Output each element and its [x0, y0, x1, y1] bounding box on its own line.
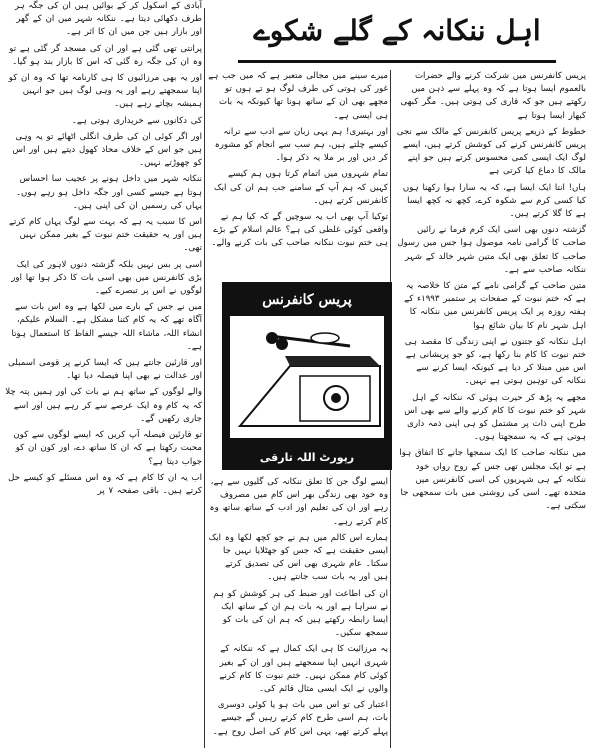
paragraph: اور بہتیری! ہم یہی زبان سے ادب سے ترانہ کیسے چلتے ہیں، ہم سب سے انجام کو مشورہ کر دیں اور بر ملا یہ ذکر ہوا۔ — [214, 126, 388, 164]
paragraph: اور اگر کوئی ان کی طرف انگلی اٹھائے تو یہ وہی ہیں جو اس کے خلاف محاذ کھول دیتے ہیں اور اس کو چھوڑتے نہیں۔ — [12, 131, 202, 169]
paragraph: آبادی کے اسکول کر کے بوائیں ہیں ان کی جگہ ہر طرف دکھائی دیتا ہے۔ ننکانہ شہر میں ان کے گھر اور بازار ہیں جن میں ان کا اثر ہے۔ — [14, 1, 202, 38]
paragraph: یہ مرزائیت کا ہی ایک کمال ہے کہ ننکانہ کے شہری انہیں اپنا سمجھتے ہیں اور ان کے بغیر کوئی کام ممکن نہیں۔ ختم نبوت کا کام کرنے والوں نے ایک ایسی مثال قائم کی۔ — [219, 644, 388, 695]
paragraph: مجھے یہ پڑھ کر حیرت ہوئی کہ ننکانہ کے اہل شہر کو ختم نبوت کا کام کرنے والے سے بھی اس طرح اپنی ذات پر مشتمل کو ہی اپنی ذمہ داری ہوتی ہے کہ یہ سمجھتا ہوں۔ — [404, 392, 586, 443]
cartoon-caption: رپورٹ اللہ تارقی — [259, 451, 355, 464]
paragraph: پریس کانفرنس میں شرکت کرنے والے حضرات بالعموم ایسا ہوتا ہے کہ وہ پہلے سے ذہن میں رکھتے ہیں جو کہ قاری کی ہوتی ہیں۔ مگر کبھی کبھار ایسا ہوتا ہے — [400, 71, 586, 121]
cartoon-title: پریس کانفرنس — [262, 292, 352, 308]
paragraph: اسی پر بس نہیں بلکہ گزشتہ دنوں لاہور کی ایک بڑی کانفرنس میں بھی اسی بات کا ذکر ہوا تھا اور لوگوں نے اس پر تبصرے کیے۔ — [11, 259, 202, 297]
paragraph: کی دکانوں سے خریداری ہوتی ہے۔ — [71, 115, 202, 126]
paragraph: ہاں! انتا ایک ایسا ہے، کہ یہ سارا ہوا رکھنا ہوں کیا کسی کرم سے شکوہ کرے، کچھ نہ کچھ ایسا ہے کا گلا کرتے ہیں۔ — [402, 182, 586, 220]
paragraph: خطوط کے ذریعے پریس کانفرنس کے مالک سے نجی پریس کانفرنس کرنے کی کوشش کرتے ہیں، ایسے لوگ ایک ایسی کمی محسوس کرتے ہیں جو اپنے مالک کا دماغ کیا کرتی ہے — [396, 126, 586, 177]
column-middle-top — [208, 70, 388, 275]
paragraph: میرے سینے میں مجالی متعبر ہے کہ میں جب ہے غور کی ہوتی کی طرف لوگ ہو تے ہوں تو مجھے بھی ان کے ساتھ ہونا تھا کیونکہ یہ بات ہی ایسی ہے۔ — [208, 71, 388, 121]
cartoon-drawing — [230, 316, 384, 438]
column-divider-left — [204, 8, 205, 748]
column-middle-bottom — [208, 476, 388, 755]
paragraph: گزشتہ دنوں بھی اسی ایک کرم فرما نے رائیں صاحب کا گرامی نامہ موصول ہوا جس میں رسول صاحب کا تعلق بھی ایک متین شہر خالد کے شہر ننکانہ صاحب سے ہے۔ — [397, 225, 586, 275]
paragraph: ان کی اطاعت اور ضبط کی ہر کوشش کو ہم نے سراہا ہے اور یہ بات ہم ان کے ساتھ ایک ایسا رابطہ رکھتے ہیں کہ ہم ان کی بات کو سمجھ سکیں۔ — [213, 588, 388, 639]
paragraph: میں نے جس کے بارے میں لکھا ہے وہ اس بات سے آگاہ تھے کہ یہ کام کتنا مشکل ہے۔ السلام علیکم، انشاء اللہ، ماشاء اللہ جیسے الفاظ کا استعمال ہوتا ہے۔ — [11, 302, 202, 352]
paragraph: توکیا آپ بھی اب یہ سوچیں گے کہ کیا ہم نے واقعی کوئی غلطی کی ہے؟ عالم اسلام کے بڑے ہی ختم نبوت ننکانہ صاحب کی بات کرنے والے۔ — [211, 212, 388, 249]
paragraph: متین صاحب کے گرامی نامے کے متن کا خلاصہ یہ ہے کہ ختم نبوت کے صفحات پر ستمبر ۱۹۹۳ء کے ہفتہ روزہ پر ایک پریس کانفرنس میں ننکانہ کا اہل شہر نام کا بیان شائع ہوا — [404, 281, 586, 331]
paragraph: اور یہ بھی مرزائیوں کا ہی کارنامہ تھا کہ وہ ان کو اپنا سمجھتے رہے اور یہ وہی لوگ ہیں جو انہیں ہمیشہ بچاتے رہے ہیں۔ — [8, 73, 202, 110]
column-right — [394, 70, 586, 755]
paragraph: ایسے لوگ جن کا تعلق ننکانہ کی گلیوں سے ہے، وہ خود بھی زندگی بھر اس کام میں مصروف رہے اور ان کی تعلیم اور ادب کے ساتھ ساتھ وہ کام کرتے رہے۔ — [209, 477, 388, 527]
paragraph: ننکانہ شہر میں داخل ہونے پر عجیب سا احساس ہوتا ہے جیسے کسی اور جگہ داخل ہو رہے ہوں۔ یہاں کی رسمیں ان کی اپنی ہیں۔ — [15, 174, 202, 211]
cartoon-illustration — [222, 282, 392, 470]
paragraph: اب یہ ان کا کام ہے کہ وہ اس مسئلے کو کیسے حل کرتے ہیں۔ باقی صفحہ ۷ پر — [8, 472, 202, 496]
paragraph: اعتبار کی تو اس میں بات ہو یا کوئی دوسری بات، ہم اسی طرح کام کرتے رہیں گے جیسے پہلے کرتے تھے، یہی اس کام کی اصل روح ہے۔ — [212, 700, 388, 737]
press-conference-drawing — [230, 316, 384, 438]
paragraph: والے لوگوں کے ساتھ ہم نے بات کی اور ہمیں پتہ چلا کہ یہ کام وہ ایک عرصے سے کر رہے ہیں اور اسے جاری رکھیں گے۔ — [5, 387, 202, 424]
paragraph: میں ننکانہ صاحب کا ایک سمجھا جانے کا اتفاق ہوا ہے تو ایک مجلس تھی جس کے روح رواں خود ننکانہ کے ہی شہریوں کی اسی کانفرنس میں متحدہ تھے۔ اسی کی روشنی میں بات سمجھی جا سکتی ہے۔ — [399, 448, 586, 512]
paragraph: اس کا سبب یہ ہے کہ بہت سے لوگ یہاں کام کرتے ہیں اور یہ حقیقت ختم نبوت کے بغیر ممکن نہیں تھی۔ — [9, 217, 202, 254]
paragraph: اور قارئین جانتے ہیں کہ ایسا کرنے پر قومی اسمبلی اور عدالت نے بھی اپنا فیصلہ دیا تھا۔ — [8, 358, 202, 382]
paragraph: ہمارے اس کالم میں ہم نے جو کچھ لکھا وہ ایک ایسی حقیقت ہے کہ جس کو جھٹلایا نہیں جا سکتا۔ عام شہری بھی اس کی تصدیق کرتے ہیں اور یہ بات سب جانتے ہیں۔ — [208, 532, 388, 583]
paragraph: تمام شہروں میں اتمام کرتا ہوں ہم کیسے کہیں کہ ہم آپ کے سامنے جب ہم ان کی ایک کانفرنس کرتے ہیں۔ — [213, 169, 388, 206]
paragraph: پرانتی تھی گئی ہے اور ان کی مسجد گر گئی ہے تو وہ ان کی جگہ رہ گئی کہ اس کا بازار بند ہو گیا۔ — [9, 43, 202, 67]
column-left — [4, 0, 202, 755]
paragraph: اہل ننکانہ کو جتنوں نے اپنی زندگی کا مقصد ہی ختم نبوت کا کام بنا رکھا ہے، کو جو پریشانی ہے اس میں مبتلا کر دیا ہے کیونکہ ایسا کرنے سے ننکانہ کی توہین ہوتی ہے نہیں۔ — [404, 336, 586, 387]
headline-underline — [238, 60, 556, 63]
headline: اہل ننکانہ کے گلے شکوے — [253, 14, 541, 47]
paragraph: تو قارئین فیصلہ آپ کریں کہ ایسے لوگوں سے کون محبت رکھتا ہے کہ ان کا ساتھ دے، اور کون ان کو جواب دیتا ہے؟ — [13, 430, 202, 467]
